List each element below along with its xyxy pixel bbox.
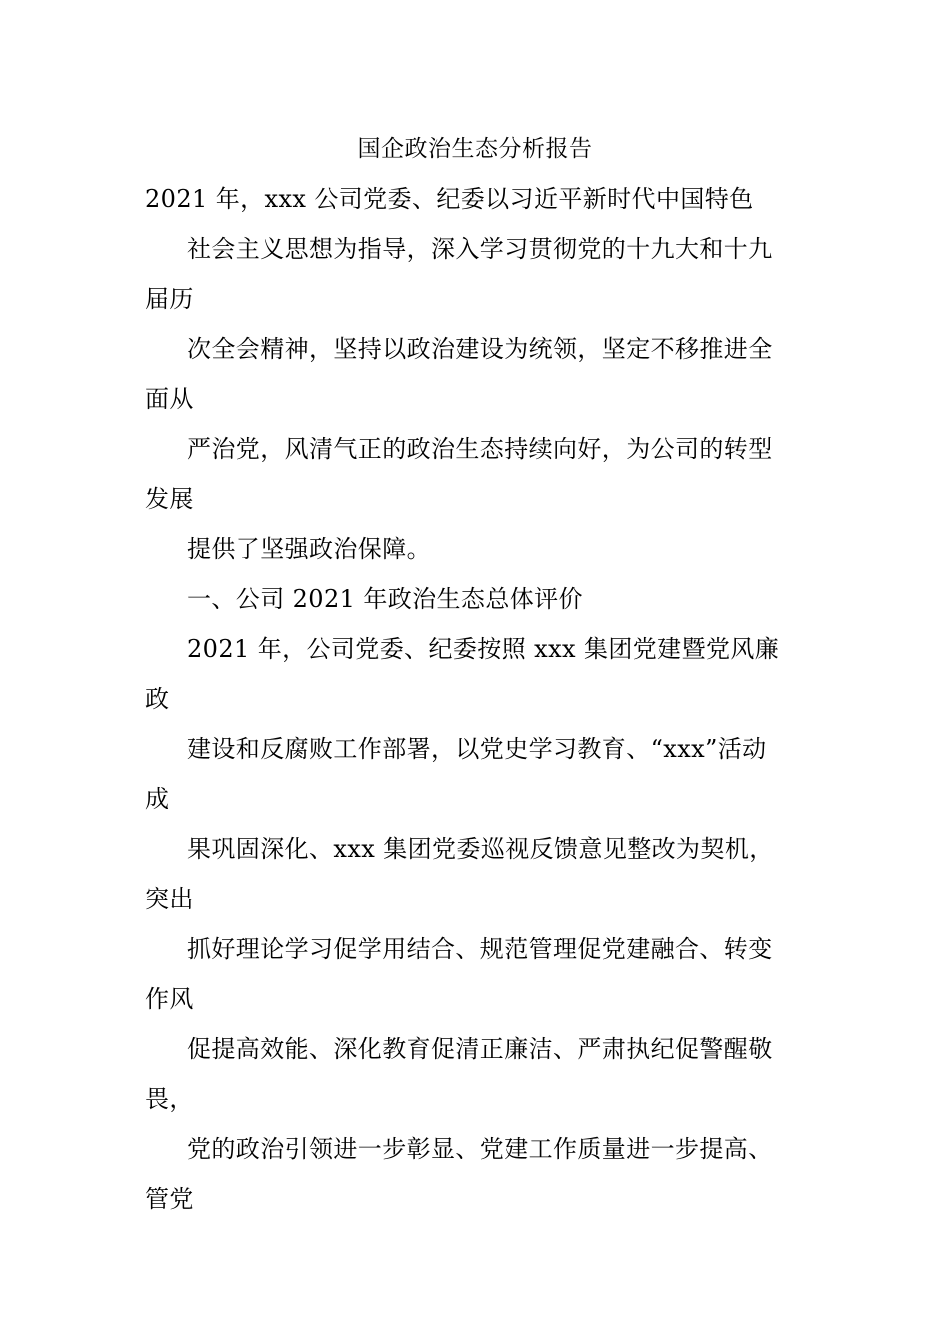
body-line: 政 xyxy=(145,685,170,713)
body-line: 严治党，风清气正的政治生态持续向好，为公司的转型 xyxy=(187,435,773,463)
body-line: 建设和反腐败工作部署，以党史学习教育、“xxx”活动 xyxy=(187,735,767,763)
body-line: 届历 xyxy=(145,285,194,313)
body-line: 次全会精神，坚持以政治建设为统领，坚定不移推进全 xyxy=(187,335,773,363)
body-line: 党的政治引领进一步彰显、党建工作质量进一步提高、 xyxy=(187,1135,773,1163)
body-line: 作风 xyxy=(145,985,194,1013)
body-line: 突出 xyxy=(145,885,194,913)
body-line: 2021 年，xxx 公司党委、纪委以习近平新时代中国特色 xyxy=(145,185,754,213)
section-heading: 一、公司 2021 年政治生态总体评价 xyxy=(187,585,583,613)
body-line: 社会主义思想为指导，深入学习贯彻党的十九大和十九 xyxy=(187,235,773,263)
body-line: 面从 xyxy=(145,385,194,413)
body-line: 畏， xyxy=(145,1085,194,1113)
body-line: 管党 xyxy=(145,1185,194,1213)
body-line: 2021 年，公司党委、纪委按照 xxx 集团党建暨党风廉 xyxy=(187,635,780,663)
body-line: 促提高效能、深化教育促清正廉洁、严肃执纪促警醒敬 xyxy=(187,1035,773,1063)
document-title: 国企政治生态分析报告 xyxy=(357,136,593,162)
body-line: 成 xyxy=(145,785,170,813)
body-line: 果巩固深化、xxx 集团党委巡视反馈意见整改为契机， xyxy=(187,835,774,863)
body-line: 发展 xyxy=(145,485,194,513)
body-line: 提供了坚强政治保障。 xyxy=(187,535,431,563)
body-line: 抓好理论学习促学用结合、规范管理促党建融合、转变 xyxy=(187,935,773,963)
